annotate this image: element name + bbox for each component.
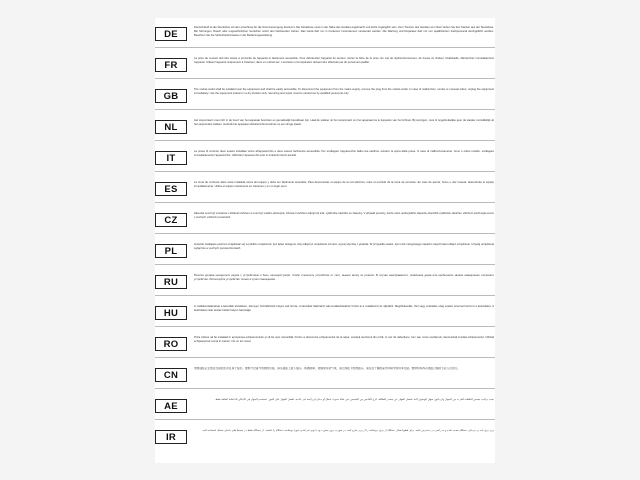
language-row-ro	[155, 336, 495, 351]
language-text-ae: يجب تركيب مقبس الطاقة بالقرب من الجهاز وأن يكون سهل الوصول إليه. لفصل الجهاز عن مصدر الطاقة، انزع القابس من المقبس. في حالة حدوث عطل أو دخان أو رائحة غير عادية، افصل الجهاز على الفور. استخدم الجهاز في الأماكن الداخلية الجافة فقط.	[214, 398, 494, 401]
divider	[155, 233, 495, 234]
language-text-fr: La prise de courant doit être située à proximité de l'appareil et facilement accessible. Pour débrancher l'appareil du secteur, retirez la fiche de la prise. En cas de dysfonctionnement, de fumée ou d'odeur inhabituelle, débranchez immédiatement l'appareil. Utilisez l'appareil uniquement à l'intérieur, dans un endroit sec. L'entretien et la réparation doivent être effectués par du personnel qualifié.	[194, 57, 494, 64]
language-row-nl	[155, 119, 495, 134]
language-text-es: La toma de corriente debe estar instalada cerca del equipo y debe ser fácilmente accesible. Para desconectar el equipo de la red eléctrica, retire el enchufe de la toma de corriente. En caso de avería, humo u olor inusual, desenchufe el equipo inmediatamente. Utilice el equipo únicamente en interiores y en un lugar seco.	[194, 181, 494, 188]
language-text-de: Deutschland ist die Steckdose mit dem Anschluss für die Stromversorgung bestimmt. Die Steckdose muss in der Nähe des Gerätes angebracht und leicht zugänglich sein. Zum Trennen des Gerätes vom Netz ziehen Sie den Stecker aus der Steckdose. Bei Störungen, Rauch oder ungewöhnlichen Gerüchen sofort den Netzstecker ziehen. Das Gerät darf nur in trockenen Innenräumen verwendet werden. Die Wartung und Reparatur darf nur von qualifiziertem Fachpersonal durchgeführt werden. Beachten Sie die Sicherheitshinweise in der Bedienungsanleitung.	[194, 26, 494, 37]
divider	[155, 264, 495, 265]
divider	[155, 357, 495, 358]
language-row-it	[155, 150, 495, 165]
language-row-cz	[155, 212, 495, 227]
language-row-gb	[155, 88, 495, 103]
language-code-es: ES	[155, 182, 187, 196]
language-code-fr: FR	[155, 58, 187, 72]
divider	[155, 295, 495, 296]
language-code-ru: RU	[155, 275, 187, 289]
language-code-cz: CZ	[155, 213, 187, 227]
language-row-ir	[155, 429, 495, 444]
language-row-cn	[155, 367, 495, 382]
divider	[155, 140, 495, 141]
language-code-it: IT	[155, 151, 187, 165]
language-code-de: DE	[155, 27, 187, 41]
language-text-nl: Het stopcontact moet zich in de buurt van het apparaat bevinden en gemakkelijk bereikbaar zijn. Haal de stekker uit het stopcontact om het apparaat los te koppelen van het lichtnet. Bij storingen, rook of ongebruikelijke geur de stekker onmiddellijk uit het stopcontact trekken. Gebruik het apparaat uitsluitend binnenshuis op een droge plaats.	[194, 119, 494, 126]
language-code-ir: IR	[155, 430, 187, 444]
language-text-ro: Priza trebuie să fie instalată în apropierea echipamentului și să fie ușor accesibilă. Pentru a deconecta echipamentul de la rețea, scoateți ștecherul din priză. În caz de defecțiune, fum sau miros neobișnuit, deconectați imediat echipamentul. Utilizați echipamentul numai în interior, într-un loc uscat.	[194, 336, 494, 343]
language-row-ru	[155, 274, 495, 289]
language-text-gb: The socket-outlet shall be installed near the equipment and shall be easily accessible. To disconnect the equipment from the mains supply, remove the plug from the socket-outlet. In case of malfunction, smoke or unusual odour, unplug the equipment immediately. Use the equipment indoors in a dry location only. Servicing and repair must be carried out by qualified personnel only.	[194, 88, 494, 95]
language-text-ir: پریز برق باید در نزدیکی دستگاه نصب شده و به راحتی در دسترس باشد. برای قطع اتصال دستگاه از برق، دوشاخه را از پریز خارج کنید. در صورت بروز نقص، دود یا بوی غیرعادی، فوراً دوشاخه دستگاه را بکشید. از دستگاه فقط در محیط های داخلی خشک استفاده کنید.	[201, 429, 494, 432]
language-code-ro: RO	[155, 337, 187, 351]
language-code-ae: AE	[155, 399, 187, 413]
divider	[155, 202, 495, 203]
language-text-hu: A csatlakozóaljzatnak a készülék közelében, könnyen hozzáférhető helyen kell lennie. A készülék hálózatról való leválasztásához húzza ki a csatlakozót az aljzatból. Meghibásodás, füst vagy szokatlan szag esetén azonnal húzza ki a készüléket. A készüléket csak száraz beltéri helyen használja.	[194, 305, 494, 312]
divider	[155, 47, 495, 48]
divider	[155, 388, 495, 389]
document-page	[155, 18, 495, 463]
language-row-fr	[155, 57, 495, 72]
language-text-cn: 电源插座应安装在设备附近并且易于接近。要断开设备与电源的连接，请从插座上拔下插头。如遇故障、冒烟或异常气味，请立即拔下电源插头。请仅在干燥的室内环境中使用本设备。维修和保养必须由合格的专业人员进行。	[194, 367, 461, 370]
divider	[155, 78, 495, 79]
language-code-gb: GB	[155, 89, 187, 103]
language-text-ru: Розетка должна находиться рядом с устройством и быть легкодоступной. Чтобы отключить устройство от сети, выньте вилку из розетки. В случае неисправности, появления дыма или необычного запаха немедленно отключите устройство. Используйте устройство только в сухих помещениях.	[194, 274, 494, 281]
language-row-de	[155, 26, 495, 41]
divider	[155, 109, 495, 110]
language-text-cz: Zásuvka musí být umístěna v blízkosti zařízení a musí být snadno přístupná. Chcete-li zařízení odpojit od sítě, vytáhněte zástrčku ze zásuvky. V případě poruchy, kouře nebo neobvyklého zápachu okamžitě vytáhněte zástrčku. Zařízení používejte pouze v suchých vnitřních prostorách.	[194, 212, 494, 219]
language-text-it: La presa di corrente deve essere installata vicino all'apparecchio e deve essere facilmente accessibile. Per scollegare l'apparecchio dalla rete elettrica, estrarre la spina dalla presa. In caso di malfunzionamento, fumo o odore insolito, scollegare immediatamente l'apparecchio. Utilizzare l'apparecchio solo in ambienti interni asciutti.	[194, 150, 494, 157]
language-text-pl: Gniazdo zasilające powinno znajdować się w pobliżu urządzenia i być łatwo dostępne. Aby odłączyć urządzenie od sieci, wyjmij wtyczkę z gniazda. W przypadku awarii, dymu lub nietypowego zapachu natychmiast odłącz urządzenie. Używaj urządzenia wyłącznie w suchych pomieszczeniach.	[194, 243, 494, 250]
language-row-hu	[155, 305, 495, 320]
language-code-cn: CN	[155, 368, 187, 382]
divider	[155, 419, 495, 420]
language-code-nl: NL	[155, 120, 187, 134]
language-row-es	[155, 181, 495, 196]
divider	[155, 326, 495, 327]
language-code-pl: PL	[155, 244, 187, 258]
language-code-hu: HU	[155, 306, 187, 320]
divider	[155, 171, 495, 172]
language-row-ae	[155, 398, 495, 413]
language-row-pl	[155, 243, 495, 258]
